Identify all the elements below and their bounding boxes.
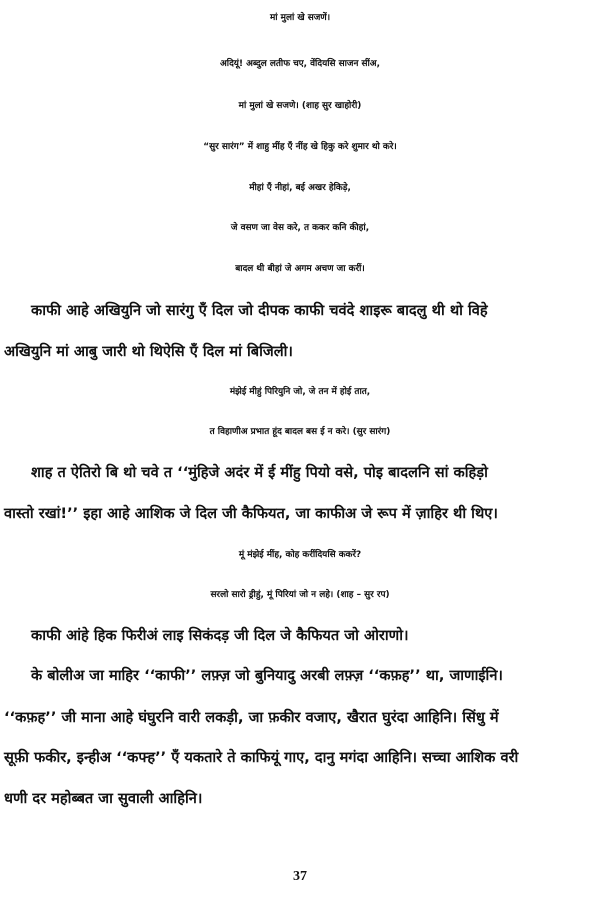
text-line-2: अदियूं! अब्दुल लतीफ चए, वेंदियसि साजन सींअ, xyxy=(220,59,380,69)
text-line-3: मां मुलां खे सजणे। (शाह सुर खाहोरी) xyxy=(238,101,362,111)
text-line-11: त विहाणीअ प्रभात हूंद बादल बस ई न करे। (सुर सारंग) xyxy=(209,427,391,437)
text-line-17: के बोलीअ जा माहिर ‘‘काफी’’ लफ़्ज़ जो बुनियादु अरबी लफ़्ज़ ‘‘कफ़ह’’ था, जाणाईनि। xyxy=(31,667,503,684)
text-line-6: जे वसण जा वेस करे, त ककर कनि कीहां, xyxy=(230,223,370,233)
page-number: 37 xyxy=(293,869,307,884)
text-line-19: सूफ़ी फकीर, इन्हीअ ‘‘कफ्ह’’ ऍं यकतारे ते काफियूं गाए, दानु मगंदा आहिनि। सच्चा आशिक वरी xyxy=(4,749,519,766)
text-line-7: बादल थी बीहां जे अगम अचण जा करीं। xyxy=(235,264,365,274)
text-line-5: मीहां ऍं नीहां, बई अखर हेकिड़े, xyxy=(249,183,351,193)
text-line-12: शाह त ऐतिरो बि थो चवे त ‘‘मुंहिजे अदंर में ई मींहु पियो वसे, पोइ बादलनि सां कहिड़ो xyxy=(31,464,488,481)
text-line-15: सरलो सारो ड्रीहुं, मूं पिरियां जो न लहे। (शाह – सुर रप) xyxy=(210,590,390,600)
text-line-20: धणी दर महोब्बत जा सुवाली आहिनि। xyxy=(4,790,203,807)
text-line-18: ‘‘कफ़ह’’ जी माना आहे घंघुरनि वारी लकड़ी, जा फ़कीर वजाए, खैरात घुरंदा आहिनि। सिंधु में xyxy=(4,709,499,726)
text-line-8: काफी आहे अखियुनि जो सारंगु ऍं दिल जो दीपक काफी चवंदे शाइरू बादलु थी थो विहे xyxy=(31,302,488,319)
text-line-13: वास्तो रखां!’’ इहा आहे आशिक जे दिल जी कैफियत, जा काफीअ जे रूप में ज़ाहिर थी थिए। xyxy=(4,505,498,522)
text-line-4: “सुर सारंग” में शाहु मींह ऍं नींह खे हिकु करे शुमार थो करे। xyxy=(203,142,397,152)
text-line-14: मूं मंझेई मींह, कोह करींदियसि ककरें? xyxy=(238,550,362,560)
text-line-16: काफी आंहे हिक फिरीअं लाइ सिकंदड़ जी दिल जे कैफियत जो ओराणो। xyxy=(31,627,409,644)
text-line-1: मां मुलां खे सजणें। xyxy=(269,13,331,23)
text-line-9: अखियुनि मां आबु जारी थो थिऐसि ऍं दिल मां बिजिली। xyxy=(4,343,293,360)
text-line-10: मंझेई मीहुं पिरियुनि जो, जे तन में होई तात, xyxy=(229,387,371,397)
